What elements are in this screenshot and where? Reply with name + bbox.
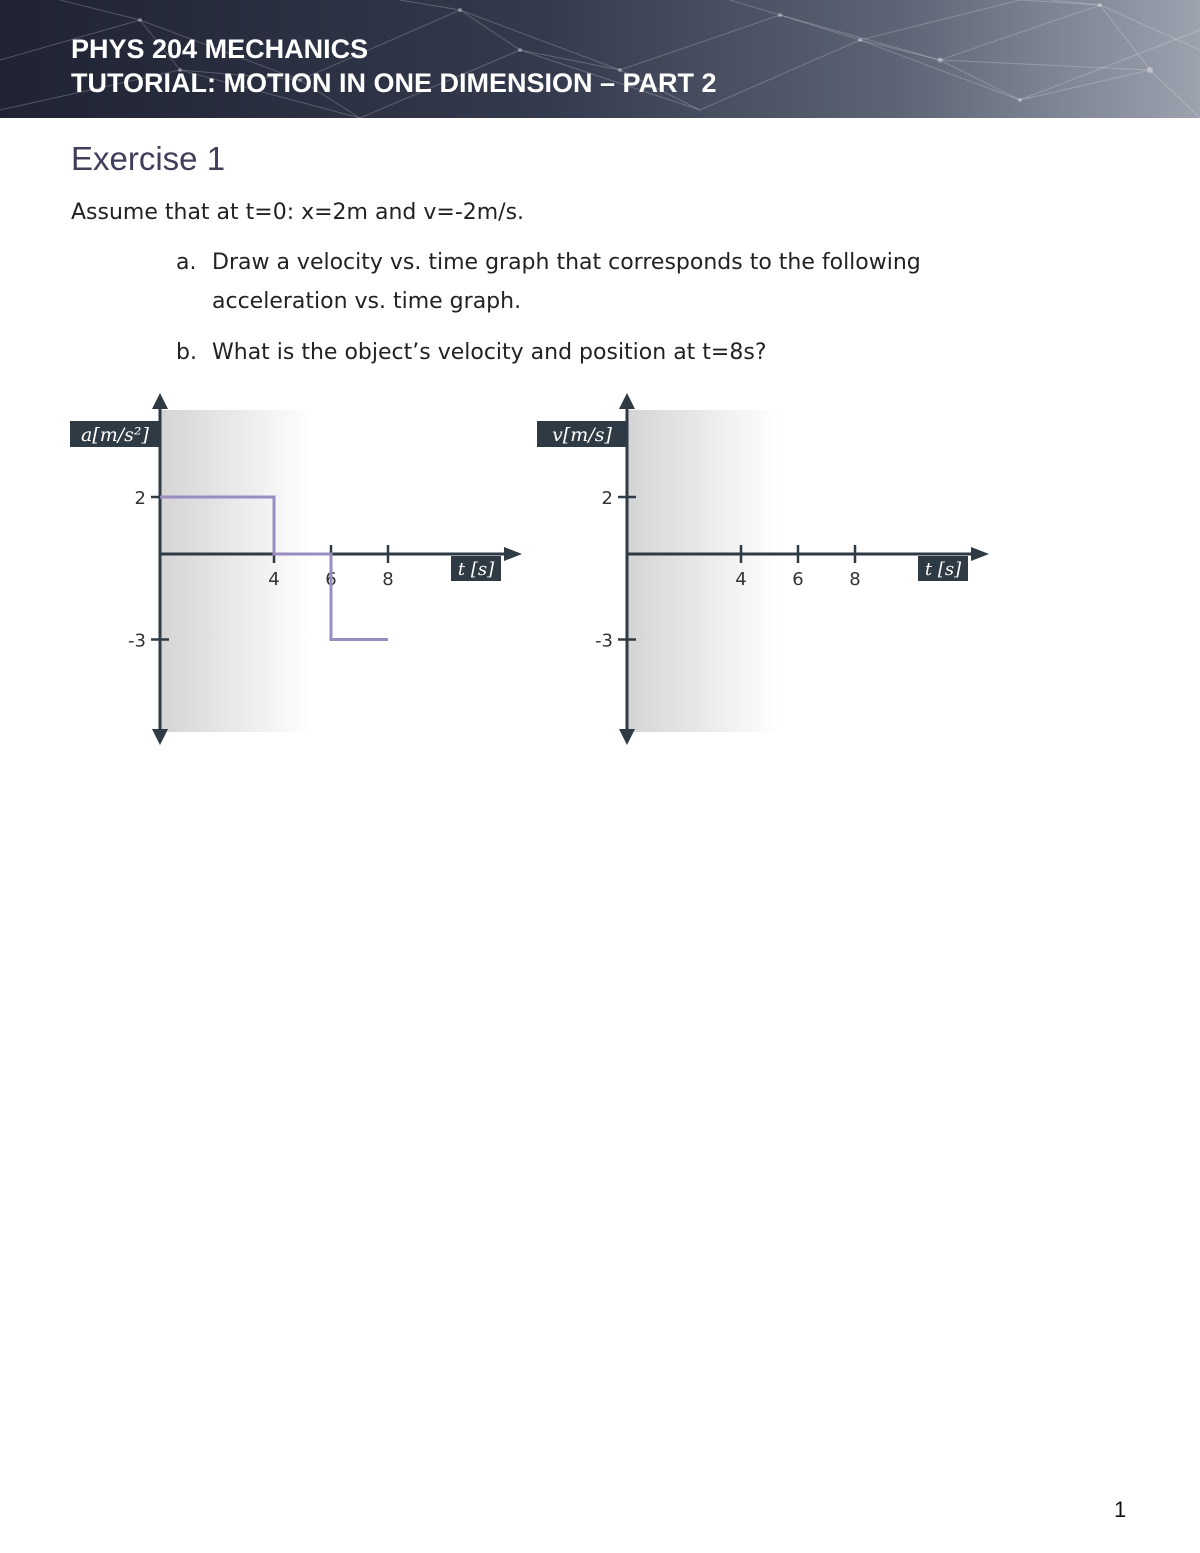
- x-tick-label-1: 4: [735, 569, 747, 590]
- y-axis-arrow-up: [619, 393, 635, 409]
- shaded-region: [160, 410, 312, 732]
- svg-text:t [s]: t [s]: [457, 559, 495, 580]
- item-a-line-1: Draw a velocity vs. time graph that corresponds to the following: [212, 250, 921, 275]
- y-tick-label-1: 2: [601, 488, 613, 509]
- x-tick-label-2: 6: [325, 569, 337, 590]
- tutorial-title: TUTORIAL: MOTION IN ONE DIMENSION – PART 2: [71, 68, 717, 98]
- x-tick-label-1: 4: [268, 569, 280, 590]
- y-tick-label-2: -3: [595, 630, 613, 652]
- svg-text:v[m/s]: v[m/s]: [552, 424, 612, 446]
- page-number: 1: [1114, 1497, 1127, 1522]
- item-a-marker: a.: [176, 250, 197, 275]
- y-axis-label: [537, 421, 627, 447]
- x-tick-label-2: 6: [792, 569, 804, 590]
- header-banner: [0, 0, 1200, 118]
- course-title: PHYS 204 MECHANICS: [71, 34, 369, 64]
- velocity-time-graph: [527, 385, 997, 755]
- x-axis-arrow: [504, 547, 522, 561]
- y-axis-label: [70, 421, 160, 447]
- y-tick-label-1: 2: [134, 488, 146, 509]
- x-axis-label: [918, 556, 968, 581]
- svg-text:a[m/s²]: a[m/s²]: [81, 424, 149, 446]
- svg-text:t [s]: t [s]: [924, 559, 962, 580]
- y-axis-arrow-down: [619, 729, 635, 745]
- y-axis-arrow-down: [152, 729, 168, 745]
- acceleration-time-graph: [60, 385, 530, 755]
- x-tick-label-3: 8: [382, 569, 394, 590]
- item-b-marker: b.: [176, 340, 197, 365]
- item-b-line-1: What is the object’s velocity and position at t=8s?: [212, 340, 767, 365]
- x-axis-arrow: [971, 547, 989, 561]
- exercise-heading: Exercise 1: [71, 140, 226, 177]
- y-tick-label-2: -3: [128, 630, 146, 652]
- x-tick-label-3: 8: [849, 569, 861, 590]
- x-axis-label: [451, 556, 501, 581]
- exercise-intro: Assume that at t=0: x=2m and v=-2m/s.: [71, 200, 525, 225]
- shaded-region: [627, 410, 779, 732]
- item-a-line-2: acceleration vs. time graph.: [212, 289, 522, 314]
- y-axis-arrow-up: [152, 393, 168, 409]
